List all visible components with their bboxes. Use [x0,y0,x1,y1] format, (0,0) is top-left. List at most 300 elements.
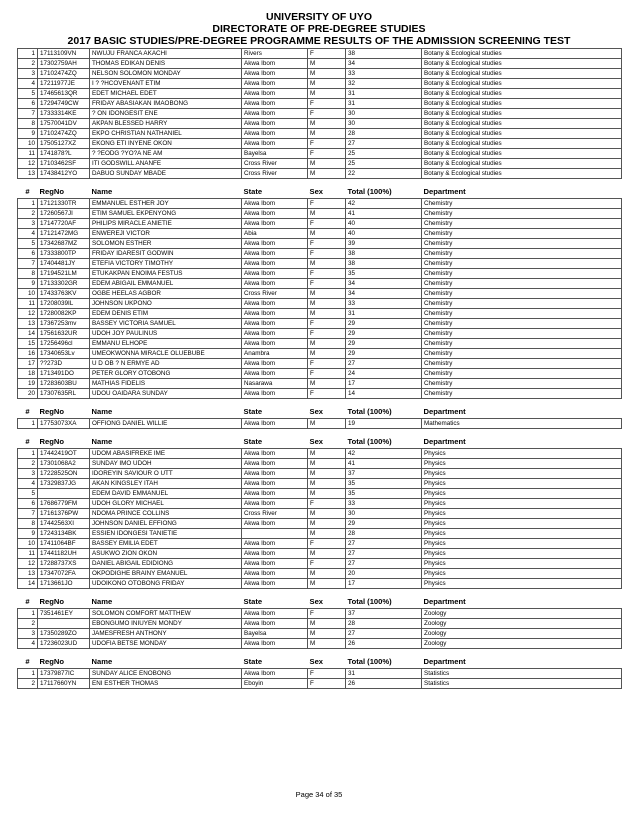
cell-regno: 17379877IC [38,669,90,679]
cell-state: Bayelsa [242,629,308,639]
cell-name: EMMANUEL ESTHER JOY [90,199,242,209]
university-title: UNIVERSITY OF UYO [266,11,372,23]
cell-sex: F [308,249,346,259]
cell-name: BASSEY VICTORIA SAMUEL [90,319,242,329]
cell-sex: M [308,349,346,359]
cell-num: 19 [18,379,38,389]
cell-dept: Chemistry [422,279,622,289]
cell-total: 33 [346,499,422,509]
cell-num: 11 [18,299,38,309]
cell-sex: F [308,329,346,339]
cell-sex: F [308,269,346,279]
cell-num: 12 [18,309,38,319]
cell-name: U D OB ? N ERMYE AD [90,359,242,369]
cell-name: PETER GLORY OTOBONG [90,369,242,379]
cell-num: 9 [18,529,38,539]
cell-dept: Botany & Ecological studies [422,169,622,179]
cell-total: 33 [346,299,422,309]
cell-dept: Chemistry [422,349,622,359]
column-header-regno: RegNo [39,187,64,196]
cell-regno: 17329837JG [38,479,90,489]
table-row [18,59,622,69]
table-header-row [18,406,622,419]
cell-sex: M [308,169,346,179]
cell-dept: Botany & Ecological studies [422,69,622,79]
cell-dept: Zoology [422,629,622,639]
cell-state: Akwa Ibom [242,319,308,329]
cell-name: ENWEREJI VICTOR [90,229,242,239]
cell-regno: 17404481JY [38,259,90,269]
column-header-sex: Sex [309,407,324,416]
cell-regno: 17280082KP [38,309,90,319]
table-row [18,369,622,379]
cell-num: 1 [18,419,38,429]
cell-regno: 17442563XI [38,519,90,529]
cell-sex: M [308,299,346,309]
column-header-regno: RegNo [39,657,64,666]
cell-total: 29 [346,319,422,329]
cell-name: UDOH JOY PAULINUS [90,329,242,339]
column-header-state: State [243,187,263,196]
cell-state: Akwa Ibom [242,459,308,469]
cell-sex: M [308,59,346,69]
cell-total: 26 [346,639,422,649]
cell-state: Eboyin [242,679,308,689]
cell-regno: 17211977JE [38,79,90,89]
cell-state: Akwa Ibom [242,109,308,119]
cell-dept: Physics [422,499,622,509]
cell-sex: M [308,519,346,529]
cell-num: 7 [18,509,38,519]
cell-name: UDOFIA BETSE MONDAY [90,639,242,649]
column-header-total: Total (100%) [347,657,392,666]
cell-regno: 17411064BF [38,539,90,549]
results-table [17,436,622,589]
cell-name: DABUO SUNDAY MBADE [90,169,242,179]
cell-regno: 17438412YO [38,169,90,179]
cell-state: Akwa Ibom [242,499,308,509]
cell-regno: 17236023UD [38,639,90,649]
column-header-state: State [243,657,263,666]
cell-regno: 17102474ZQ [38,69,90,79]
cell-total: 26 [346,679,422,689]
directorate-title: DIRECTORATE OF PRE-DEGREE STUDIES [212,23,426,35]
cell-total: 29 [346,349,422,359]
cell-num: 4 [18,479,38,489]
cell-total: 37 [346,469,422,479]
cell-regno: 17442419OT [38,449,90,459]
cell-sex: M [308,459,346,469]
cell-num: 9 [18,279,38,289]
column-header-num: # [25,437,30,446]
cell-num: 5 [18,89,38,99]
cell-name: ENI ESTHER THOMAS [90,679,242,689]
cell-state: Akwa Ibom [242,469,308,479]
cell-state: Akwa Ibom [242,129,308,139]
table-row [18,79,622,89]
cell-regno: 17113109VN [38,49,90,59]
cell-sex: F [308,109,346,119]
cell-name: OFFIONG DANIEL WILLIE [90,419,242,429]
cell-dept: Botany & Ecological studies [422,49,622,59]
cell-state: Akwa Ibom [242,59,308,69]
cell-sex: M [308,89,346,99]
section-spacer [17,649,621,656]
cell-total: 17 [346,579,422,589]
cell-name: EMMANU ELHOPE [90,339,242,349]
cell-state: Akwa Ibom [242,309,308,319]
cell-regno: 17347072FA [38,569,90,579]
cell-regno: 17333800TP [38,249,90,259]
section-spacer [17,589,621,596]
cell-state: Akwa Ibom [242,239,308,249]
cell-total: 32 [346,79,422,89]
cell-name: IDOREYIN SAVIOUR O UTT [90,469,242,479]
cell-name: SUNDAY IMO UDOH [90,459,242,469]
cell-name: DANIEL ABIGAIL EDIDIONG [90,559,242,569]
cell-num: 17 [18,359,38,369]
table-row [18,489,622,499]
cell-sex: F [308,559,346,569]
cell-state: Akwa Ibom [242,639,308,649]
cell-num: 8 [18,269,38,279]
cell-name: UDOU OAIDARA SUNDAY [90,389,242,399]
page-number: Page 34 of 35 [295,790,343,799]
table-row [18,289,622,299]
column-header-num: # [25,407,30,416]
table-row [18,639,622,649]
cell-dept: Chemistry [422,319,622,329]
table-header-row [18,186,622,199]
cell-regno [38,489,90,499]
cell-total: 27 [346,549,422,559]
cell-regno: 17208039IL [38,299,90,309]
cell-name: EDET MICHAEL EDET [90,89,242,99]
cell-name: UDOM ABASIFREKE IME [90,449,242,459]
cell-name: EDEM DENIS ETIM [90,309,242,319]
cell-sex: M [308,379,346,389]
table-row [18,359,622,369]
cell-num: 20 [18,389,38,399]
cell-total: 29 [346,329,422,339]
cell-dept: Physics [422,519,622,529]
cell-regno: 17161376PW [38,509,90,519]
cell-name: BASSEY EMILIA EDET [90,539,242,549]
cell-sex: F [308,239,346,249]
column-header-sex: Sex [309,597,324,606]
cell-name: SUNDAY ALICE ENOBONG [90,669,242,679]
cell-name: JAMESFRESH ANTHONY [90,629,242,639]
cell-regno: 17465613QR [38,89,90,99]
cell-regno: 17283603BU [38,379,90,389]
cell-state: Akwa Ibom [242,249,308,259]
column-header-num: # [25,657,30,666]
cell-dept: Chemistry [422,339,622,349]
column-header-regno: RegNo [39,597,64,606]
column-header-dept: Department [423,407,466,416]
table-row [18,449,622,459]
cell-dept: Botany & Ecological studies [422,89,622,99]
cell-regno: 17228525ON [38,469,90,479]
cell-sex: M [308,639,346,649]
cell-num: 12 [18,559,38,569]
cell-regno: 17133302GR [38,279,90,289]
cell-sex: F [308,539,346,549]
cell-name: ? ?EODG ?YO?A NE AM [90,149,242,159]
cell-state: Akwa Ibom [242,389,308,399]
cell-regno: 1713491DO [38,369,90,379]
cell-regno: 17570041DV [38,119,90,129]
cell-name: SOLOMON COMFORT MATTHEW [90,609,242,619]
cell-num: 6 [18,99,38,109]
cell-dept: Chemistry [422,329,622,339]
cell-num: 13 [18,319,38,329]
cell-sex: M [308,419,346,429]
cell-state: Bayelsa [242,149,308,159]
cell-total: 25 [346,149,422,159]
cell-num: 12 [18,159,38,169]
table-header-row [18,436,622,449]
cell-dept: Zoology [422,619,622,629]
cell-regno: 17307635RL [38,389,90,399]
table-row [18,309,622,319]
table-row [18,239,622,249]
table-row [18,299,622,309]
cell-name: NDOMA PRINCE COLLINS [90,509,242,519]
cell-regno: 17753073XA [38,419,90,429]
cell-total: 27 [346,539,422,549]
cell-total: 40 [346,219,422,229]
cell-state: Akwa Ibom [242,359,308,369]
cell-dept: Physics [422,559,622,569]
cell-state: Abia [242,229,308,239]
cell-num: 7 [18,109,38,119]
table-row [18,519,622,529]
cell-state: Akwa Ibom [242,449,308,459]
cell-sex: F [308,389,346,399]
cell-total: 31 [346,99,422,109]
table-row [18,319,622,329]
cell-regno: 17256496cl [38,339,90,349]
cell-num: 16 [18,349,38,359]
cell-total: 37 [346,609,422,619]
cell-dept: Chemistry [422,369,622,379]
table-row [18,379,622,389]
cell-num: 6 [18,499,38,509]
cell-total: 31 [346,309,422,319]
cell-sex: M [308,339,346,349]
cell-total: 14 [346,389,422,399]
cell-state: Akwa Ibom [242,609,308,619]
cell-total: 27 [346,629,422,639]
cell-num: 14 [18,579,38,589]
column-header-name: Name [91,187,113,196]
cell-total: 28 [346,529,422,539]
cell-dept: Botany & Ecological studies [422,149,622,159]
cell-name: FRIDAY ABASIAKAN IMAOBONG [90,99,242,109]
cell-total: 35 [346,489,422,499]
cell-regno: 17340653Lv [38,349,90,359]
cell-state: Akwa Ibom [242,269,308,279]
table-row [18,579,622,589]
cell-total: 31 [346,669,422,679]
cell-dept: Chemistry [422,309,622,319]
cell-regno: 17260567JI [38,209,90,219]
table-row [18,139,622,149]
cell-dept: Mathematics [422,419,622,429]
column-header-sex: Sex [309,187,324,196]
results-table [17,656,622,689]
cell-num: 11 [18,549,38,559]
table-row [18,539,622,549]
cell-state: Akwa Ibom [242,119,308,129]
cell-total: 35 [346,479,422,489]
table-row [18,509,622,519]
cell-sex: M [308,289,346,299]
table-row [18,109,622,119]
cell-total: 30 [346,509,422,519]
cell-regno: 17103462SF [38,159,90,169]
cell-total: 34 [346,279,422,289]
cell-num: 3 [18,629,38,639]
cell-dept: Chemistry [422,259,622,269]
table-row [18,459,622,469]
cell-total: 27 [346,139,422,149]
cell-dept: Chemistry [422,389,622,399]
cell-dept: Physics [422,479,622,489]
table-row [18,339,622,349]
cell-regno: 17333314KE [38,109,90,119]
cell-sex: F [308,199,346,209]
cell-state: Cross River [242,289,308,299]
results-table [17,48,622,179]
cell-num: 9 [18,129,38,139]
cell-regno: 17121330TR [38,199,90,209]
table-row [18,419,622,429]
column-header-name: Name [91,597,113,606]
cell-total: 24 [346,369,422,379]
cell-regno: 17301068A2 [38,459,90,469]
cell-name: NWUJU FRANCA AKACHI [90,49,242,59]
cell-sex: M [308,449,346,459]
cell-state: Anambra [242,349,308,359]
cell-state: Akwa Ibom [242,669,308,679]
cell-total: 28 [346,129,422,139]
cell-name: SOLOMON ESTHER [90,239,242,249]
cell-state: Akwa Ibom [242,329,308,339]
cell-total: 22 [346,169,422,179]
table-row [18,279,622,289]
cell-sex: F [308,369,346,379]
cell-total: 34 [346,289,422,299]
cell-total: 28 [346,619,422,629]
cell-dept: Physics [422,579,622,589]
cell-sex: F [308,359,346,369]
cell-total: 30 [346,109,422,119]
cell-name: AKPAN BLESSED HARRY [90,119,242,129]
results-title: 2017 BASIC STUDIES/PRE-DEGREE PROGRAMME RESULTS OF THE ADMISSION SCREENING TEST [67,35,571,47]
cell-sex: F [308,319,346,329]
column-header-name: Name [91,657,113,666]
cell-num: 13 [18,569,38,579]
results-table [17,186,622,399]
cell-name: AKAN KINGSLEY ITAH [90,479,242,489]
cell-sex: M [308,209,346,219]
cell-regno: 17302759AH [38,59,90,69]
cell-total: 38 [346,249,422,259]
cell-name: ESSIEN IDONGESI TANIETIE [90,529,242,539]
cell-regno: 7351461EY [38,609,90,619]
cell-state: Akwa Ibom [242,549,308,559]
table-row [18,479,622,489]
cell-name: ETEFIA VICTORY TIMOTHY [90,259,242,269]
cell-name: OKPODIGHE BRAINY EMANUEL [90,569,242,579]
cell-dept: Statistics [422,679,622,689]
cell-total: 41 [346,209,422,219]
column-header-name: Name [91,407,113,416]
cell-state: Akwa Ibom [242,279,308,289]
cell-regno: 17350289ZO [38,629,90,639]
cell-dept: Zoology [422,609,622,619]
table-row [18,679,622,689]
cell-name: EBONGUMO INIUYEN MONDY [90,619,242,629]
cell-total: 17 [346,379,422,389]
table-row [18,229,622,239]
cell-total: 31 [346,89,422,99]
cell-regno: 17121472MG [38,229,90,239]
cell-dept: Physics [422,529,622,539]
cell-dept: Physics [422,509,622,519]
cell-regno: 17505127XZ [38,139,90,149]
cell-state: Akwa Ibom [242,339,308,349]
cell-regno: 17342687MZ [38,239,90,249]
cell-dept: Botany & Ecological studies [422,99,622,109]
cell-name: ASUKWO ZION OKON [90,549,242,559]
cell-dept: Chemistry [422,299,622,309]
table-row [18,169,622,179]
cell-name: PHILIPS MIRACLE ANIETIE [90,219,242,229]
table-row [18,199,622,209]
column-header-total: Total (100%) [347,407,392,416]
column-header-sex: Sex [309,657,324,666]
cell-state: Akwa Ibom [242,539,308,549]
cell-state: Akwa Ibom [242,489,308,499]
cell-name: UMEOKWONNA MIRACLE OLUEBUBE [90,349,242,359]
column-header-dept: Department [423,657,466,666]
cell-name: JOHNSON UKPONO [90,299,242,309]
cell-regno: 17686779FM [38,499,90,509]
cell-num: 5 [18,489,38,499]
cell-total: 25 [346,159,422,169]
cell-sex: M [308,489,346,499]
cell-sex: F [308,279,346,289]
column-header-dept: Department [423,597,466,606]
cell-name: MATHIAS FIDELIS [90,379,242,389]
column-header-name: Name [91,437,113,446]
table-row [18,119,622,129]
cell-state: Akwa Ibom [242,69,308,79]
table-row [18,619,622,629]
cell-state: Akwa Ibom [242,89,308,99]
section-spacer [17,399,621,406]
cell-regno: 17102474ZQ [38,129,90,139]
cell-regno: 17433763KV [38,289,90,299]
cell-name: OGBE HEELAS AGBOR [90,289,242,299]
cell-total: 19 [346,419,422,429]
cell-sex: M [308,259,346,269]
cell-num: 1 [18,669,38,679]
cell-dept: Physics [422,539,622,549]
